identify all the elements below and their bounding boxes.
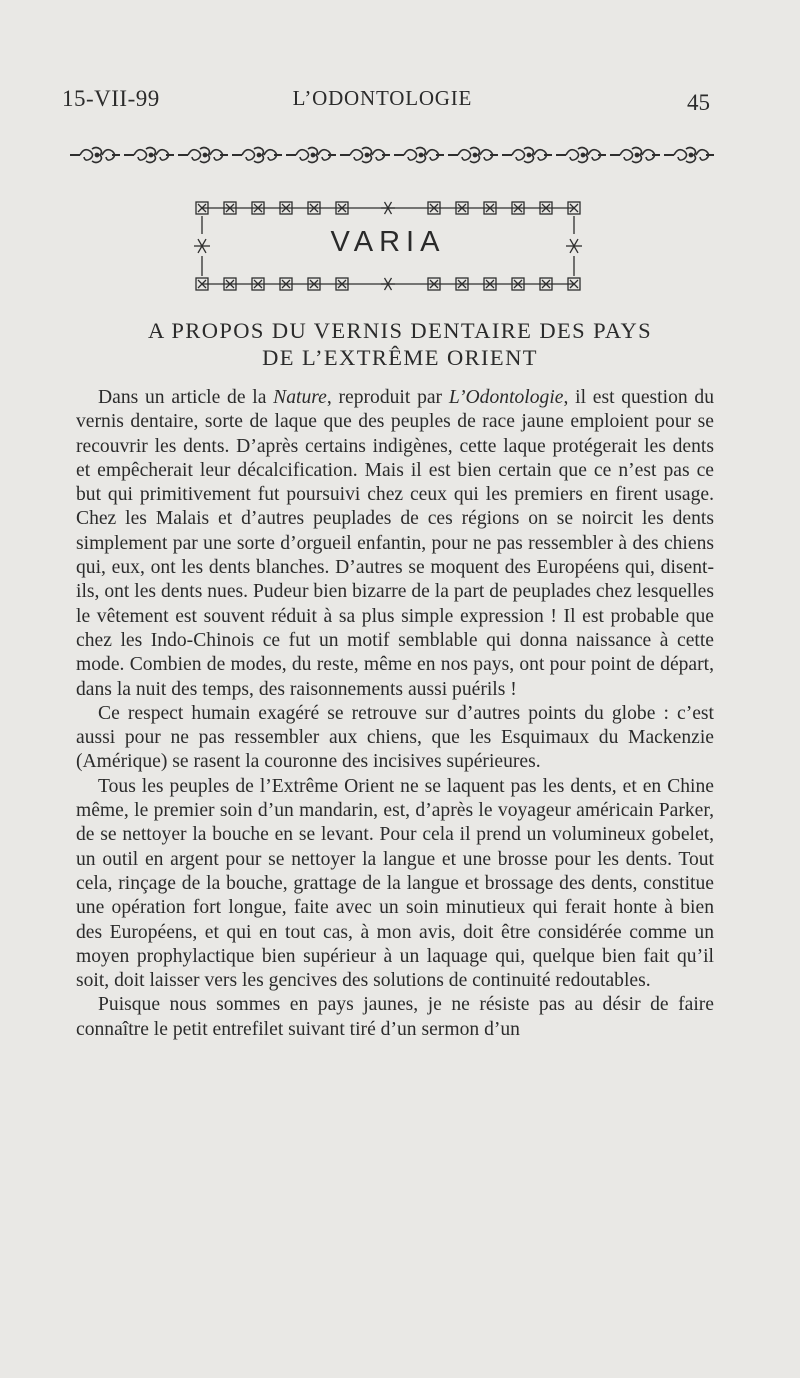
scroll-ornament-icon [394,148,444,163]
issue-date: 15-VII-99 [62,86,160,111]
scroll-ornament-icon [124,148,174,163]
scroll-ornament-icon [70,148,120,163]
paragraph-2: Ce respect humain exagéré se retrouve sur d’autres points du globe : c’est aussi pour ne pas ressembler aux chiens, que les Esquimaux du Mackenzie (Amérique) se rasent la couronne des incisives supérieures. [76,702,714,773]
ornament-band [68,140,716,170]
citation-odontologie: L’Odontologie [448,387,564,408]
scroll-ornament-icon [610,148,660,163]
paragraph-4: Puisque nous sommes en pays jaunes, je ne résiste pas au désir de faire connaître le petit entrefilet suivant tiré d’un sermon d’un [76,994,714,1040]
scroll-ornament-icon [448,148,498,163]
star-icon [381,202,395,214]
paragraph-1-text-a: Dans un article de la [98,387,274,408]
article-title-line-2: DE L’EXTRÊME ORIENT [262,345,538,370]
paragraph-1-text-b: , reproduit par [326,387,449,408]
star-icon [381,278,395,290]
paragraph-1 [76,386,714,702]
paragraph-3: Tous les peuples de l’Extrême Orient ne se laquent pas les dents, et en Chine même, le premier soin d’un mandarin, est, d’après le voyageur américain Parker, de se nettoyer la bouche en se levant. Pour cela il prend un volumineux gobelet, un outil en argent pour se nettoyer la langue et une brosse pour les dents. Tout cela, rinçage de la bouche, grattage de la langue et brossage des dents, constitue une opération fort longue, faite avec un soin minutieux qui ferait honte à bien des Européens, et qui en tout cas, à mon avis, doit être considérée comme un moyen prophylactique bien supérieur à un laquage qui, quelque bien fait qu’il soit, doit laisser vers les gencives des solutions de continuité redoutables. [76,775,714,992]
scroll-ornament-icon [664,148,714,163]
section-title: VARIA [330,226,446,258]
scroll-ornament-icon [232,148,282,163]
article-title [70,317,730,371]
scroll-ornament-icon [502,148,552,163]
scroll-ornament-icon [340,148,390,163]
scroll-ornament-icon [556,148,606,163]
scroll-ornament-icon [286,148,336,163]
running-header [62,86,710,120]
citation-nature: Nature [273,387,327,408]
journal-title: L’ODONTOLOGIE [292,86,473,110]
article-title-line-1: A PROPOS DU VERNIS DENTAIRE DES PAYS [147,318,653,343]
scroll-ornament-icon [178,148,228,163]
page-number: 45 [687,90,710,115]
paragraph-1-text-c: , il est question du vernis dentaire, sorte de laque que des peuples de race jaune emploient pour se recouvrir les dents. D’après certains indigènes, cette laque protégerait les dents et empêcherait leur décalcification. Mais il est bien certain que ce n’est pas ce but qui primitivement fut poursuivi chez ceux qui les premiers en firent usage. Chez les Malais et d’autres peuplades de ces régions on se noircit les dents simplement par une sorte d’orgueil enfantin, pour ne pas ressembler à des chiens qui, eux, ont les dents blanches. D’autres se moquent des Européens qui, disent-ils, ont les dents nues. Pudeur bien bizarre de la part de peuplades chez lesquelles le vêtement est souvent réduit à sa plus simple expression ! Il est probable que chez les Indo-Chinois ce fut un motif semblable qui donna naissance à cette mode. Combien de modes, du reste, même en nos pays, ont pour point de départ, dans la nuit des temps, des raisonnements aussi puérils ! [76,387,714,700]
article-body [76,386,714,1042]
